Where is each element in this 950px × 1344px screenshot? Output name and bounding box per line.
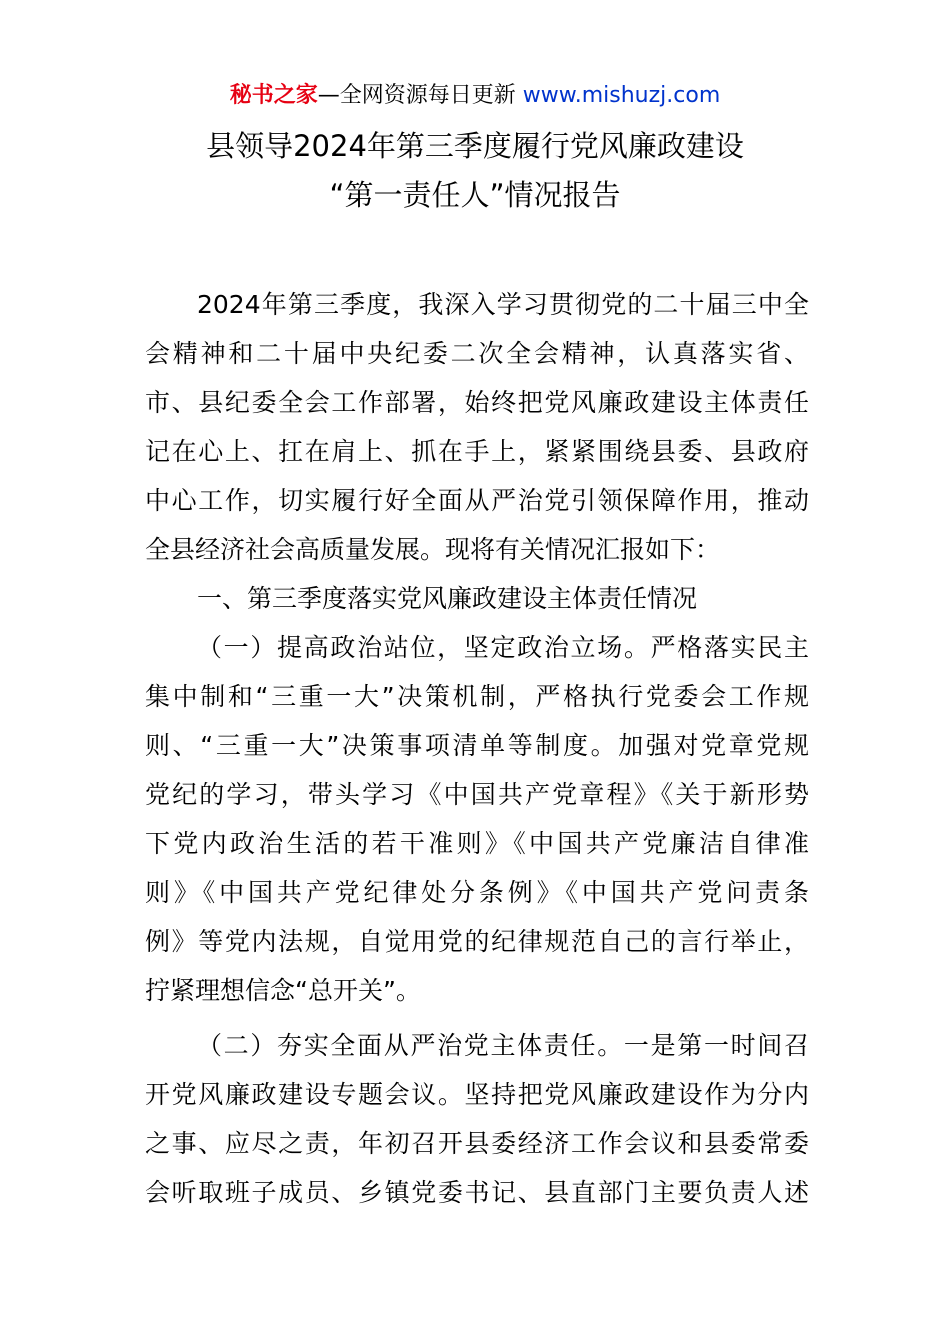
section-heading: 一、第三季度落实党风廉政建设主体责任情况 <box>197 584 698 613</box>
body-line: 党纪的学习，带头学习《中国共产党章程》《关于新形势 <box>145 780 809 809</box>
body-line: （二）夯实全面从严治党主体责任。一是第一时间召 <box>197 1031 809 1060</box>
body-line: （一）提高政治站位，坚定政治立场。严格落实民主 <box>197 633 809 662</box>
site-brand: 秘书之家 <box>229 83 318 108</box>
document-title-line-1: 县领导2024年第三季度履行党风廉政建设 <box>206 129 744 163</box>
body-line: 拧紧理想信念“总开关”。 <box>145 976 421 1005</box>
site-header <box>0 80 950 112</box>
body-line: 会精神和二十届中央纪委二次全会精神，认真落实省、 <box>145 339 809 368</box>
body-line: 市、县纪委全会工作部署，始终把党风廉政建设主体责任 <box>145 388 809 417</box>
body-line: 会听取班子成员、乡镇党委书记、县直部门主要负责人述 <box>145 1178 809 1207</box>
body-line: 2024年第三季度，我深入学习贯彻党的二十届三中全 <box>197 290 809 319</box>
body-block-2 <box>145 1021 809 1217</box>
body-line: 集中制和“三重一大”决策机制，严格执行党委会工作规 <box>145 682 809 711</box>
body-line: 开党风廉政建设专题会议。坚持把党风廉政建设作为分内 <box>145 1080 809 1109</box>
body-line: 全县经济社会高质量发展。现将有关情况汇报如下： <box>145 535 721 564</box>
body-line: 则、“三重一大”决策事项清单等制度。加强对党章党规 <box>145 731 809 760</box>
body-line: 之事、应尽之责，年初召开县委经济工作会议和县委常委 <box>145 1129 809 1158</box>
body-line: 例》等党内法规，自觉用党的纪律规范自己的言行举止， <box>145 927 809 956</box>
site-tagline: —全网资源每日更新 <box>317 83 516 108</box>
body-line: 则》《中国共产党纪律处分条例》《中国共产党问责条 <box>145 878 809 907</box>
body-line: 记在心上、扛在肩上、抓在手上，紧紧围绕县委、县政府 <box>145 437 809 466</box>
body-block-1 <box>145 280 809 1015</box>
document-title-line-2: “第一责任人”情况报告 <box>329 178 621 212</box>
body-line: 中心工作，切实履行好全面从严治党引领保障作用，推动 <box>145 486 809 515</box>
site-url[interactable]: www.mishuzj.com <box>522 83 721 108</box>
body-line: 下党内政治生活的若干准则》《中国共产党廉洁自律准 <box>145 829 809 858</box>
